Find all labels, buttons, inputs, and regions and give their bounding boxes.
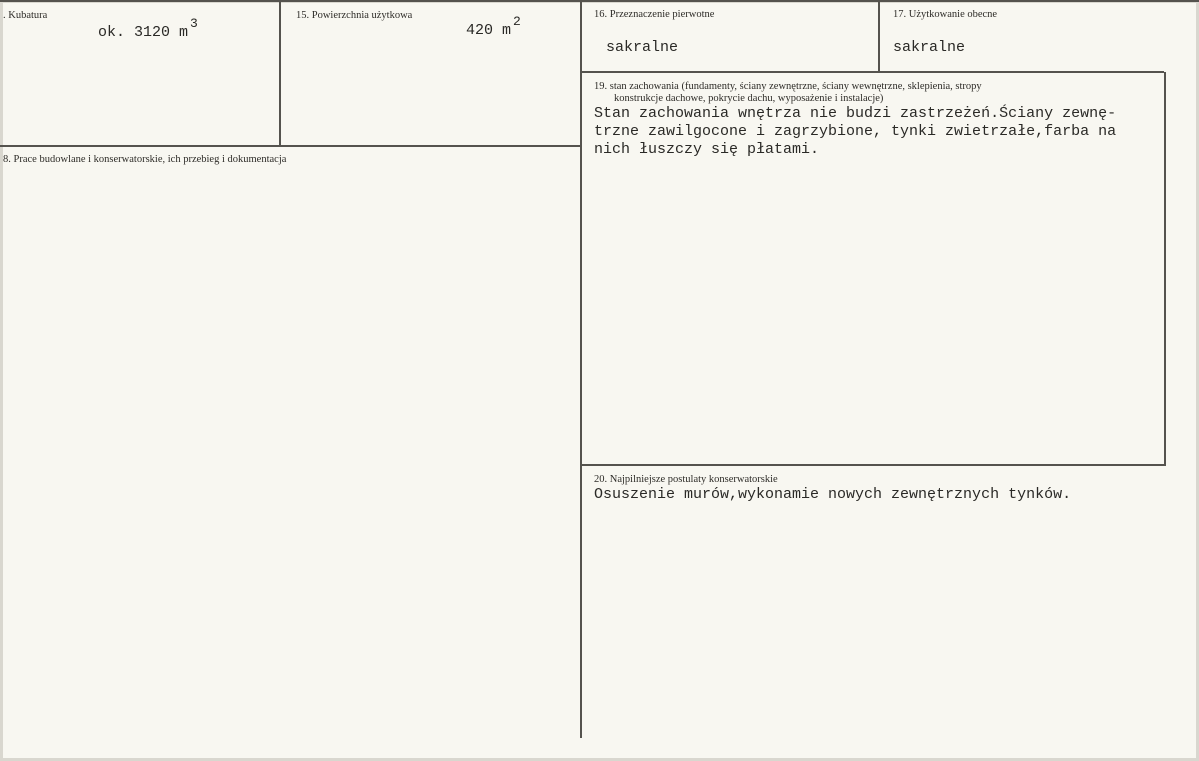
postulaty-text: Osuszenie murów,wykonamie nowych zewnętrznych tynków. xyxy=(594,486,1072,503)
uzytkowanie-value: sakralne xyxy=(893,39,966,56)
powierzchnia-unit-exponent: 2 xyxy=(513,14,521,29)
center-divider xyxy=(580,0,582,738)
postulaty-label: 20. Najpilniejsze postulaty konserwatorskie xyxy=(594,474,778,485)
stan-text-line-1: Stan zachowania wnętrza nie budzi zastrzeżeń.Ściany zewnę- xyxy=(594,105,1117,122)
top-rule xyxy=(0,0,1199,2)
kubatura-unit-exponent: 3 xyxy=(190,16,198,31)
stan-label-line2: konstrukcje dachowe, pokrycie dachu, wyposażenie i instalacje) xyxy=(614,93,884,104)
powierzchnia-value-text: 420 m xyxy=(466,22,512,39)
rule-above-postulates xyxy=(582,464,1164,466)
stan-text-line-3: nich łuszczy się płatami. xyxy=(594,141,820,158)
kubatura-label: . Kubatura xyxy=(3,10,48,21)
rule-under-area-fields xyxy=(0,145,580,147)
przeznaczenie-value: sakralne xyxy=(606,39,679,56)
prace-label: 8. Prace budowlane i konserwatorskie, ich przebieg i dokumentacja xyxy=(3,154,287,165)
uzytkowanie-label: 17. Użytkowanie obecne xyxy=(893,9,998,20)
right-column-divider xyxy=(878,0,880,72)
kubatura-value-text: ok. 3120 m xyxy=(98,24,189,41)
kubatura-value xyxy=(98,16,198,41)
rule-under-use-fields xyxy=(582,71,1164,73)
right-border xyxy=(1164,72,1166,466)
stan-label-line1: 19. stan zachowania (fundamenty, ściany zewnętrzne, ściany wewnętrzne, sklepienia, stropy xyxy=(594,81,982,92)
stan-text-line-2: trzne zawilgocone i zagrzybione, tynki zwietrzałe,farba na xyxy=(594,123,1117,140)
stan-text xyxy=(594,105,1116,159)
powierzchnia-label: 15. Powierzchnia użytkowa xyxy=(296,10,413,21)
left-column-divider xyxy=(279,0,281,146)
powierzchnia-value xyxy=(466,14,521,39)
przeznaczenie-label: 16. Przeznaczenie pierwotne xyxy=(594,9,715,20)
